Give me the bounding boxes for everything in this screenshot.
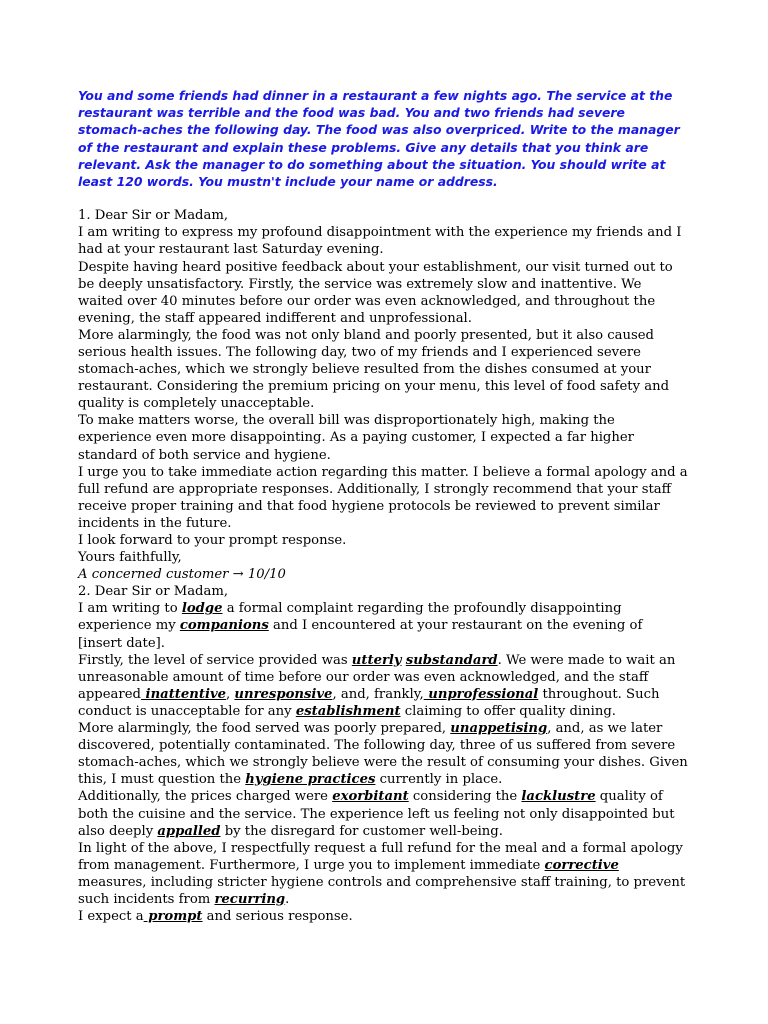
letter-1 — [78, 207, 690, 583]
letter-2 — [78, 583, 690, 925]
vocab-highlight: corrective — [544, 857, 619, 873]
vocab-highlight: inattentive — [140, 686, 227, 702]
vocab-highlight: establishment — [295, 703, 401, 719]
text-run: . — [285, 891, 290, 907]
letter1-paragraph: Despite having heard positive feedback about your establishment, our visit turned out to be deeply unsatisfactory. Firstly, the service was extremely slow and inattentive. We waited over 40 minutes before our order was even acknowledged, and throughout the evening, the staff appeared indifferent and unprofessional. — [78, 259, 673, 326]
document-page — [78, 87, 690, 925]
vocab-highlight: appalled — [157, 823, 221, 839]
vocab-highlight: unprofessional — [423, 686, 539, 702]
text-run: and I encountered at your restaurant on the evening of [insert date]. — [78, 618, 643, 651]
letter2-paragraph — [78, 600, 690, 651]
vocab-highlight: companions — [179, 618, 269, 634]
text-run: by the disregard for customer well-being. — [220, 823, 503, 839]
vocab-highlight: exorbitant — [332, 789, 409, 805]
vocab-highlight: utterly — [351, 652, 402, 668]
text-run: claiming to offer quality dining. — [400, 703, 616, 719]
text-run: quality of both the cuisine and the service. The experience left us feeling not only disappointed but also deeply — [78, 789, 675, 839]
text-run: I am writing to — [78, 601, 182, 617]
text-run: measures, including stricter hygiene controls and comprehensive staff training, to prevent such incidents from — [78, 874, 686, 907]
letter2-paragraph — [78, 652, 690, 720]
letter1-salutation: 1. Dear Sir or Madam, — [78, 208, 229, 224]
vocab-highlight: unappetising — [450, 721, 548, 737]
text-run: currently in place. — [375, 772, 503, 788]
letter2-paragraph — [78, 908, 690, 925]
letter2-paragraph — [78, 840, 690, 908]
letter1-paragraph: To make matters worse, the overall bill was disproportionately high, making the experience even more disappointing. As a paying customer, I expected a far higher standard of both service and hygiene. — [78, 413, 634, 463]
text-run: considering the — [408, 789, 522, 805]
letter1-paragraph: I look forward to your prompt response. — [78, 533, 347, 548]
text-run: More alarmingly, the food served was poorly prepared, — [78, 721, 451, 737]
text-run: , — [226, 686, 235, 702]
text-run: Additionally, the prices charged were — [78, 789, 333, 805]
letter1-signature-score: A concerned customer → 10/10 — [78, 567, 286, 583]
text-run: and serious response. — [202, 909, 353, 925]
text-run: throughout. Such conduct is unacceptable for any — [78, 686, 660, 719]
vocab-highlight: unresponsive — [234, 686, 333, 702]
vocab-highlight: lacklustre — [521, 789, 596, 805]
vocab-highlight: prompt — [143, 909, 203, 925]
letter1-paragraph: More alarmingly, the food was not only bland and poorly presented, but it also caused serious health issues. The following day, two of my friends and I experienced severe stomach-aches, which we strongly believe resulted from the dishes consumed at your restaurant. Considering the premium pricing on your menu, this level of food safety and quality is completely unacceptable. — [78, 327, 670, 412]
task-prompt: You and some friends had dinner in a restaurant a few nights ago. The service at the restaurant was terrible and the food was bad. You and two friends had severe stomach-aches the following day. The food was also overpriced. Write to the manager of the restaurant and explain these problems. Give any details that you think are relevant. Ask the manager to do something about the situation. You should write at least 120 words. You mustn't include your name or address. — [78, 88, 680, 190]
vocab-highlight: hygiene practices — [245, 772, 376, 788]
text-run: In light of the above, I respectfully request a full refund for the meal and a formal apology from management. Furthermore, I urge you to implement immediate — [78, 840, 683, 873]
text-run: I expect a — [78, 909, 144, 925]
vocab-highlight: substandard — [405, 652, 498, 668]
text-run: , and, as we later discovered, potentially contaminated. The following day, three of us suffered from severe stomach-aches, which we strongly believe were the result of consuming your dishes. Given this, I must question the — [78, 721, 688, 788]
letter1-closing: Yours faithfully, — [78, 550, 182, 566]
text-run: , and, frankly, — [332, 686, 424, 702]
letter2-paragraph — [78, 720, 690, 788]
letter2-paragraph — [78, 788, 690, 839]
letter2-salutation: 2. Dear Sir or Madam, — [78, 584, 229, 600]
vocab-highlight: lodge — [181, 601, 223, 617]
vocab-highlight: recurring — [214, 891, 286, 907]
text-run: a formal complaint regarding the profoundly disappointing experience my — [78, 601, 622, 634]
text-run: . We were made to wait an unreasonable amount of time before our order was even acknowledged, and the staff appeared — [78, 652, 676, 702]
letter1-paragraph: I urge you to take immediate action regarding this matter. I believe a formal apology and a full refund are appropriate responses. Additionally, I strongly recommend that your staff receive proper training and that food hygiene protocols be reviewed to prevent similar incidents in the future. — [78, 464, 688, 531]
text-run: Firstly, the level of service provided was — [78, 652, 352, 668]
letter1-paragraph: I am writing to express my profound disappointment with the experience my friends and I had at your restaurant last Saturday evening. — [78, 225, 682, 258]
